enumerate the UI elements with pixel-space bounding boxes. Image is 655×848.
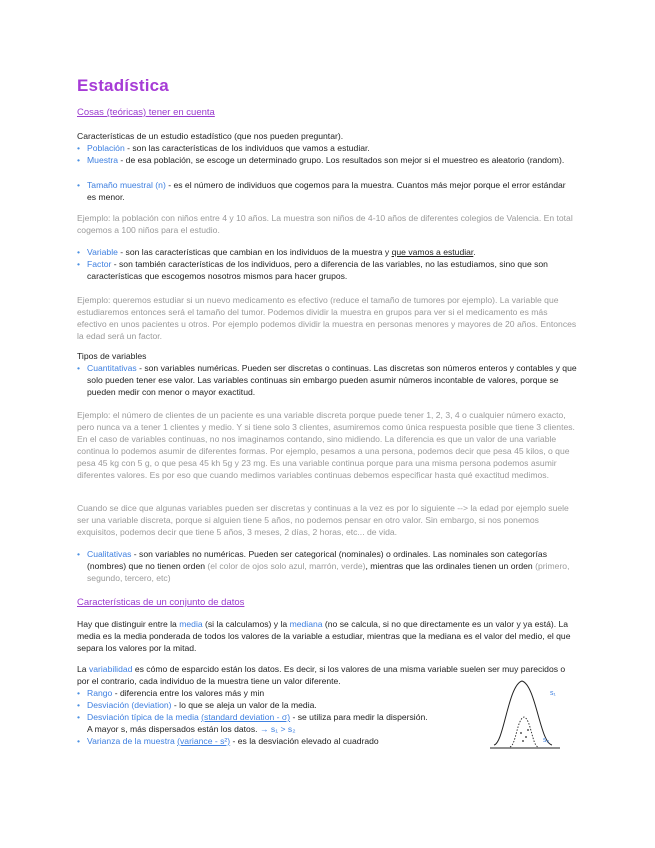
label-s2: s₂ <box>543 737 550 744</box>
bullet-desviacion-tipica: • Desviación típica de la media (standard deviation - σ) - se utiliza para medir la dispersión. <box>77 712 428 722</box>
desviacion-tipica-sub-text: A mayor s, más dispersados están los datos. <box>87 724 258 734</box>
bullet-poblacion: • Población - son las características de los individuos que vamos a estudiar. <box>77 143 370 153</box>
variabilidad-text-2: es cómo de esparcido están los datos. Es decir, si los valores de una misma variable suelen ser muy parecidos o por el contrario, cada individuo de la muestra tiene un valor diferente. <box>77 664 566 686</box>
example-discreta-continua: Ejemplo: el número de clientes de un paciente es una variable discreta porque puede tener 1, 2, 3, 4 o cualquier número exacto, pero nunca va a tener 1 clientes y medio. Y si tiene solo 3 clientes, asumiremos como única respuesta posible que tiene 3 clientes. En el caso de variables continuas, no nos imaginamos contando, sino midiendo. La diferencia es que un valor de una variable continua lo podemos asumir de diferentes formas. Por ejemplo, pesamos a una persona, podemos decir que pesa 45 kilos, o que pesa 45 kg con 5 g, o que pesa 45 kh 5g y 23 mg. Es una variable continua porque para una misma persona podemos asumir diferentes valores. Es por eso que cuando medimos variables continuas debemos especificar hasta qué exactitud medimos. <box>77 410 575 480</box>
curve-wide <box>494 681 552 745</box>
term-desviacion: Desviación (deviation) <box>87 700 172 710</box>
term-standard-deviation: (standard deviation - σ) <box>201 712 291 722</box>
cualitativas-text-2: , mientras que las ordinales tienen un orden <box>365 561 536 571</box>
bullet-variable: • Variable - son las características que cambian en los individuos de la muestra y que vamos a estudiar. <box>77 247 476 257</box>
annotation-s1-gt-s2: → s₁ > s₂ <box>259 724 296 734</box>
page-title: Estadística <box>77 76 169 95</box>
bullet-varianza-text: - es la desviación elevado al cuadrado <box>230 736 379 746</box>
term-mediana: mediana <box>289 619 323 629</box>
cualitativas-example-nominal: (el color de ojos solo azul, marrón, verde) <box>207 561 366 571</box>
bullet-desviacion-tipica-sub <box>77 723 497 735</box>
bullet-muestra-text: - de esa población, se escoge un determinado grupo. Los resultados son mejor si el muestreo es aleatorio (random). <box>118 155 565 165</box>
term-cuantitativas: Cuantitativas <box>87 363 137 373</box>
term-rango: Rango <box>87 688 113 698</box>
bullet-desviacion-tipica-text: - se utiliza para medir la dispersión. <box>290 712 428 722</box>
bullet-variable-end: . <box>473 247 476 257</box>
bullet-poblacion-text: - son las características de los individuos que vamos a estudiar. <box>124 143 370 153</box>
heading-tipos: Tipos de variables <box>77 351 147 361</box>
bullet-muestra: • Muestra - de esa población, se escoge un determinado grupo. Los resultados son mejor si el muestreo es aleatorio (random). <box>77 155 565 165</box>
bullet-cuantitativas: • Cuantitativas - son variables numéricas. Pueden ser discretas o continuas. Las discretas son números enteros y contables y que solo pueden tener ese valor. Las variables continuas sin embargo pueden asumir números incontable de valores, porque se pueden medir con menor o mayor exactitud. <box>77 363 577 397</box>
paragraph-media-mediana <box>77 618 577 654</box>
term-poblacion: Población <box>87 143 125 153</box>
term-factor: Factor <box>87 259 112 269</box>
bullet-desviacion: • Desviación (deviation) - lo que se aleja un valor de la media. <box>77 700 317 710</box>
term-variabilidad: variabilidad <box>88 664 133 674</box>
section-heading-datos: Características de un conjunto de datos <box>77 597 245 608</box>
term-media: media <box>179 619 203 629</box>
media-text-1: Hay que distinguir entre la <box>77 619 180 629</box>
media-text-3: (no se calcula, si no que directamente es un valor y ya está). La media es la media ponderada de todos los valores de la variable a estudiar, mientras que la mediana es el valor del medio, el que separa los valores por la mitad. <box>77 619 571 653</box>
cualitativas-text-1: - son variables no numéricas. Pueden ser categorical (nominales) o ordinales. Las nominales son categorías (nombres) que no tienen orden <box>87 549 548 571</box>
underline-estudiar: que vamos a estudiar <box>391 247 474 257</box>
term-cualitativas: Cualitativas <box>87 549 132 559</box>
section-heading-theory: Cosas (teóricas) tener en cuenta <box>77 107 215 118</box>
term-muestra: Muestra <box>87 155 119 165</box>
bullet-tamano-text: - es el número de individuos que cogemos para la muestra. Cuantos más mejor porque el error estándar es menor. <box>87 180 566 202</box>
term-varianza: Varianza de la muestra <box>87 736 175 746</box>
label-s1: s₁ <box>550 690 556 697</box>
bullet-factor: • Factor - son también características de los individuos, pero a diferencia de las variables, no las estudiamos, sino que son características que escogemos nosotros mismos para hacer grupos. <box>77 259 548 281</box>
curve-narrow <box>510 717 538 747</box>
term-tamano: Tamaño muestral (n) <box>87 180 166 190</box>
media-text-2: (si la calculamos) y la <box>202 619 290 629</box>
bullet-cuantitativas-text: - son variables numéricas. Pueden ser discretas o continuas. Las discretas son números enteros y contables y que solo pueden tener ese valor. Las variables continuas sin embargo pueden asumir números incontable de valores, porque se pueden medir con menor o mayor exactitud. <box>87 363 577 397</box>
bullet-rango-text: - diferencia entre los valores más y min <box>112 688 265 698</box>
bullet-rango: • Rango - diferencia entre los valores más y min <box>77 688 265 698</box>
cualitativas-example-ordinal: (primero, segundo, tercero, etc) <box>87 561 570 583</box>
variabilidad-text-1: La <box>77 664 89 674</box>
distribution-sketch <box>488 675 568 755</box>
bullet-tamano: • Tamaño muestral (n) - es el número de individuos que cogemos para la muestra. Cuantos más mejor porque el error estándar es menor. <box>77 180 566 202</box>
example-poblacion: Ejemplo: la población con niños entre 4 y 10 años. La muestra son niños de 4-10 años de diferentes colegios de Valencia. En total cogemos a 100 niños para el estudio. <box>77 213 573 235</box>
bullet-factor-text: - son también características de los individuos, pero a diferencia de las variables, no las estudiamos, sino que son características que escogemos nosotros mismos para hacer grupos. <box>87 259 548 281</box>
bullet-desviacion-text: - lo que se aleja un valor de la media. <box>171 700 317 710</box>
example-medicamento: Ejemplo: queremos estudiar si un nuevo medicamento es efectivo (reduce el tamaño de tumores por ejemplo). La variable que estudiaremos entonces será el tamaño del tumor. Podemos dividir la muestra en grupos para ver si el medicamento es más efectivo en unos pacientes u otros. Por ejemplo podemos dividir la muestra en personas menores y mayores de 20 años. Entonces la edad será un factor. <box>77 295 577 341</box>
term-variance: (variance - s²) <box>177 736 231 746</box>
paragraph-intro: Características de un estudio estadístico (que nos pueden preguntar). <box>77 131 344 141</box>
bullet-variable-text: - son las características que cambian en los individuos de la muestra y <box>117 247 392 257</box>
bullet-varianza: • Varianza de la muestra (variance - s²) - es la desviación elevado al cuadrado <box>77 736 379 746</box>
bullet-cualitativas: • Cualitativas - son variables no numéricas. Pueden ser categorical (nominales) o ordinales. Las nominales son categorías (nombres) que no tienen orden (el color de ojos solo azul, marrón, verde), mientras que las ordinales tienen un orden (primero, segundo, tercero, etc) <box>77 549 570 583</box>
term-variable: Variable <box>87 247 118 257</box>
example-edad: Cuando se dice que algunas variables pueden ser discretas y continuas a la vez es por lo siguiente --> la edad por ejemplo suele ser una variable discreta, porque si alguien tiene 5 años, no podemos pensar en otro valor. Sin embargo, si nos ponemos exquisitos, podemos decir que tiene 5 años, 3 meses, 2 días, 2 horas, etc... de vida. <box>77 503 569 537</box>
term-desviacion-tipica: Desviación típica de la media <box>87 712 199 722</box>
